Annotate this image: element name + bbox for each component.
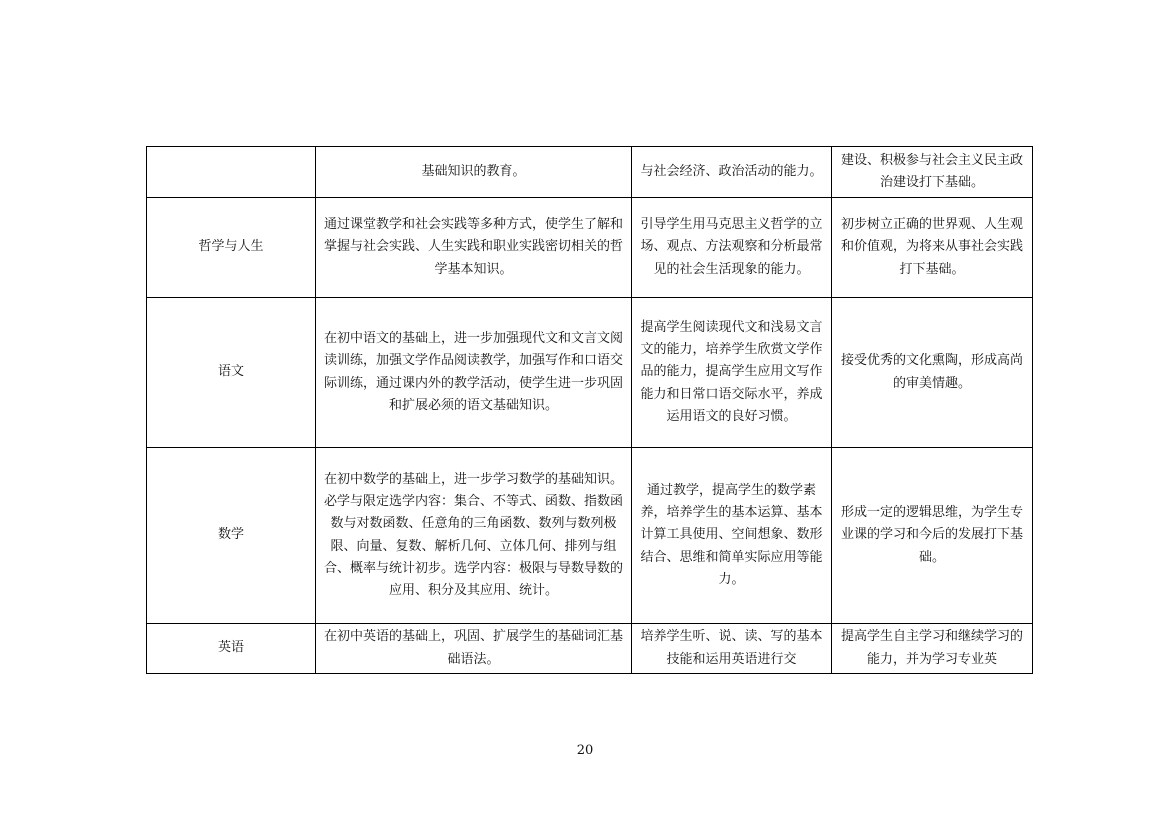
content-cell: 基础知识的教育。: [316, 147, 632, 198]
quality-cell: 初步树立正确的世界观、人生观和价值观，为将来从事社会实践打下基础。: [832, 198, 1033, 298]
ability-cell: 通过教学，提高学生的数学素养，培养学生的基本运算、基本计算工具使用、空间想象、数形结合、思维和简单实际应用等能力。: [632, 448, 832, 624]
table-row: [147, 198, 1033, 298]
subject-cell: 语文: [147, 298, 316, 448]
subject-cell: 哲学与人生: [147, 198, 316, 298]
subject-cell: 英语: [147, 624, 316, 674]
ability-cell: 提高学生阅读现代文和浅易文言文的能力，培养学生欣赏文学作品的能力，提高学生应用文写作能力和日常口语交际水平，养成运用语文的良好习惯。: [632, 298, 832, 448]
content-cell: 在初中英语的基础上，巩固、扩展学生的基础词汇基础语法。: [316, 624, 632, 674]
table-row: [147, 147, 1033, 198]
quality-cell: 提高学生自主学习和继续学习的能力，并为学习专业英: [832, 624, 1033, 674]
page-number: 20: [576, 743, 594, 758]
ability-cell: 与社会经济、政治活动的能力。: [632, 147, 832, 198]
subject-cell: 数学: [147, 448, 316, 624]
subject-cell: [147, 147, 316, 198]
content-cell: 在初中数学的基础上，进一步学习数学的基础知识。必学与限定选学内容：集合、不等式、函数、指数函数与对数函数、任意角的三角函数、数列与数列极限、向量、复数、解析几何、立体几何、排列与组合、概率与统计初步。选学内容：极限与导数导数的应用、积分及其应用、统计。: [316, 448, 632, 624]
table-row: [147, 624, 1033, 674]
content-cell: 在初中语文的基础上，进一步加强现代文和文言文阅读训练，加强文学作品阅读教学，加强写作和口语交际训练，通过课内外的教学活动，使学生进一步巩固和扩展必须的语文基础知识。: [316, 298, 632, 448]
ability-cell: 培养学生听、说、读、写的基本技能和运用英语进行交: [632, 624, 832, 674]
quality-cell: 接受优秀的文化熏陶，形成高尚的审美情趣。: [832, 298, 1033, 448]
content-cell: 通过课堂教学和社会实践等多种方式，使学生了解和掌握与社会实践、人生实践和职业实践密切相关的哲学基本知识。: [316, 198, 632, 298]
quality-cell: 建设、积极参与社会主义民主政治建设打下基础。: [832, 147, 1033, 198]
curriculum-table: [146, 146, 1033, 674]
table-row: [147, 298, 1033, 448]
quality-cell: 形成一定的逻辑思维，为学生专业课的学习和今后的发展打下基础。: [832, 448, 1033, 624]
table-row: [147, 448, 1033, 624]
ability-cell: 引导学生用马克思主义哲学的立场、观点、方法观察和分析最常见的社会生活现象的能力。: [632, 198, 832, 298]
